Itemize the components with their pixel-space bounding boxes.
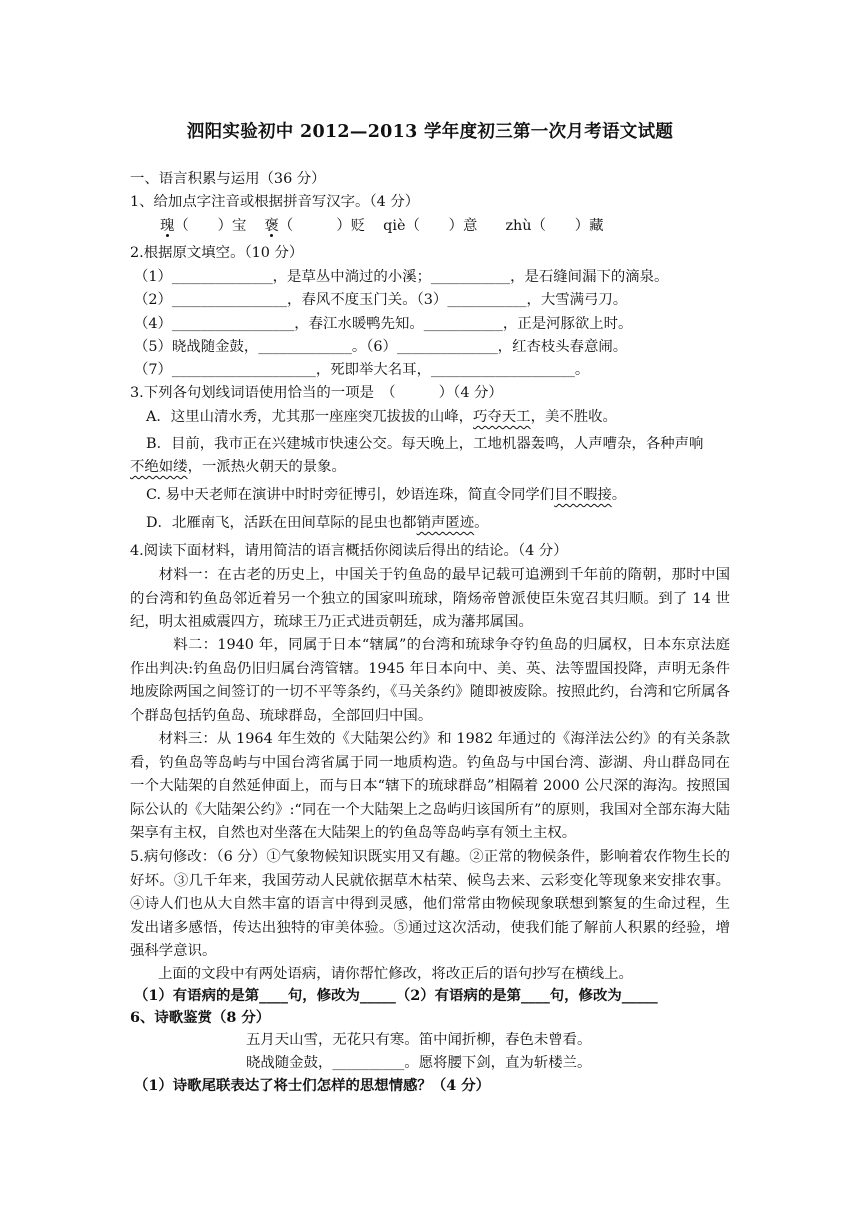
q1-item1-char: 瑰 [160,218,175,234]
q2-line5: （7）____________________，死即举大名耳，____________________。 [134,362,590,378]
q3-option-c [146,484,766,506]
q5-instruction: 上面的文段中有两处语病，请你帮忙修改，将改正后的语句抄写在横线上。 [158,966,633,982]
q3-b-marked: 不绝如缕 [130,459,188,475]
q2-line2: （2）________________，春风不度玉门关。（3）___________，大雪满弓刀。 [134,292,628,308]
page-title: 泗阳实验初中 2012—2013 学年度初三第一次月考语文试题 [186,122,674,142]
q3-option-a [146,406,766,428]
q1-item2-suffix: （ ）贬 [278,218,366,234]
q3-b-end: ，一派热火朝天的景象。 [187,459,346,475]
q3-a-text: A．这里山清水秀，尤其那一座座突兀拔拔的山峰， [146,409,473,425]
q4-material-3: 材料三：从 1964 年生效的《大陆架公约》和 1982 年通过的《海洋法公约》的有关条款看，钓鱼岛等岛屿与中国台湾省属于同一地质构造。钓鱼岛与中国台湾、澎湖、舟山群岛同在一个大陆架的自然延伸面上，而与日本“辖下的琉球群岛”相隔着 2000 公尺深的海沟。按照国际公认的《大陆架公约》:“同在一个大陆架上之岛屿归该国所有”的原则，我国对全部东海大陆架享有主权，自然也对坐落在大陆架上的钓鱼岛等岛屿享有领土主权。 [130,731,730,842]
q5-answer-line: （1）有语病的是第____句，修改为_____（2）有语病的是第____句，修改为_____ [134,987,658,1004]
q1-item1-suffix: （ ）宝 [174,218,247,234]
q3-c-text: C. 易中天老师在演讲中时时旁征博引，妙语连珠，简直令同学们 [146,487,555,503]
q1-item2-char: 褒 [264,218,279,234]
q1-prompt: 1、给加点字注音或根据拼音写汉字。（4 分） [130,194,420,210]
poem-line-1: 五月天山雪，无花只有寒。笛中闻折柳，春色未曾看。 [246,1032,592,1048]
q3-prompt: 3.下列各句划线词语使用恰当的一项是 （ ）（4 分） [130,385,503,401]
q6-prompt: 6、诗歌鉴赏（8 分） [130,1009,271,1026]
q3-option-d [146,512,766,534]
q3-c-end: 。 [611,487,627,503]
q1-item3: qiè（ ）意 [383,218,478,234]
q3-d-text: D．北雁南飞，活跃在田间草际的昆虫也都 [146,515,417,531]
q2-line1: （1）______________，是草丛中淌过的小溪；___________，是石缝间漏下的滴泉。 [134,269,669,285]
q3-d-marked: 销声匿迹 [416,515,475,531]
q3-c-marked: 目不暇接 [554,487,612,503]
section-heading: 一、语言积累与运用（36 分） [130,171,326,187]
q5-text: 5.病句修改：（6 分）①气象物候知识既实用又有趣。②正常的物候条件，影响着农作物生长的好坏。③几千年来，我国劳动人民就依据草木枯荣、候鸟去来、云彩变化等现象来安排农事。④诗人们也从大自然丰富的语言中得到灵感，他们常常由物候现象联想到繁复的生命过程，生发出诸多感悟，传达出独特的审美体验。⑤通过这次活动，使我们能了解前人积累的经验，增强科学意识。 [130,849,730,960]
poem-line-2: 晓战随金鼓，__________。愿将腰下剑，直为斩楼兰。 [246,1055,592,1071]
q1-items [160,215,780,237]
q3-option-b-line1: B．目前，我市正在兴建城市快速公交。每天晚上，工地机器轰鸣，人声嘈杂，各种声响 [146,436,704,452]
q4-prompt: 4.阅读下面材料，请用简洁的语言概括你阅读后得出的结论。（4 分） [130,543,568,559]
q2-prompt: 2.根据原文填空。（10 分） [130,245,304,261]
q4-material-2: 料二：1940 年，同属于日本“辖属”的台湾和琉球争夺钓鱼岛的归属权，日本东京法庭作出判决:钓鱼岛仍旧归属台湾管辖。1945 年日本向中、美、英、法等盟国投降，声明无条件地废除两国之间签订的一切不平等条约，《马关条约》随即被废除。按照此约，台湾和它所属各个群岛包括钓鱼岛、琉球群岛，全部回归中国。 [130,637,730,724]
q3-option-b-line2 [130,456,750,478]
q3-d-end: 。 [474,515,489,531]
q2-line3: （4）_________________，春江水暖鸭先知。___________，正是河豚欲上时。 [134,316,633,332]
q3-a-end: ，美不胜收。 [530,409,617,425]
q1-item4: zhù（ ）藏 [505,218,604,234]
q4-material-1: 材料一：在古老的历史上，中国关于钓鱼岛的最早记载可追溯到千年前的隋朝，那时中国的台湾和钓鱼岛邻近着另一个独立的国家叫琉球，隋炀帝曾派使臣朱宽召其归顺。到了 14 世纪，明太祖威震四方，琉球王乃正式进贡朝廷，成为藩邦属国。 [130,567,730,631]
q6-sub1: （1）诗歌尾联表达了将士们怎样的思想情感？（4 分） [134,1077,491,1094]
q2-line4: （5）晓战随金鼓，_____________。（6）______________，红杏枝头春意闹。 [134,339,628,355]
q3-a-marked: 巧夺天工 [473,409,531,425]
